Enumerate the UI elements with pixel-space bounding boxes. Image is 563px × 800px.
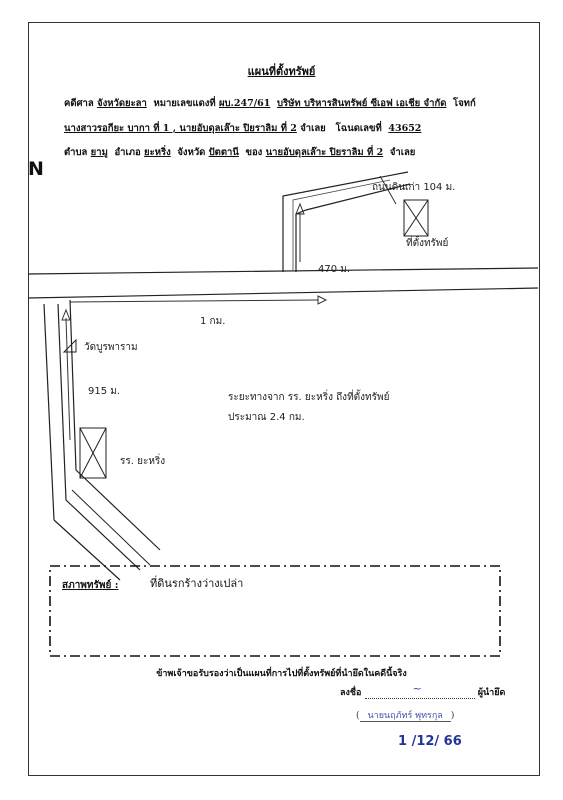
province-value: ปัตตานี (208, 147, 239, 158)
distance-1km-label: 1 กม. (200, 316, 226, 327)
signer-role: ผู้นำยึด (477, 688, 506, 698)
signer-name-row: ( นายนฤภัทร์ พุทรกุล ) (356, 711, 455, 721)
status-value: ที่ดินรกร้างว่างเปล่า (150, 577, 244, 590)
north-indicator: N (28, 158, 44, 180)
distance-note-2: ประมาณ 2.4 กม. (228, 412, 305, 423)
route-arrow-east (70, 300, 318, 302)
south-road-diagonal-2 (72, 490, 150, 565)
dirt-road-label: ถนนดินเก่า 104 ม. (372, 182, 456, 193)
certification-text: ข้าพเจ้าขอรับรองว่าเป็นแผนที่การไปที่ตั้งทรัพย์ที่นำยึดในคดีนี้จริง (156, 669, 407, 679)
owner-defendant-label: จำเลย (389, 147, 416, 158)
district-value: ยะหริ่ง (144, 147, 171, 158)
distance-915-label: 915 ม. (88, 386, 121, 397)
province-label: จังหวัด (177, 147, 206, 158)
deed-label: โฉนดเลขที่ (335, 123, 382, 134)
distance-470-label: 470 ม. (318, 264, 351, 275)
sign-label: ลงชื่อ (340, 688, 362, 698)
black-no-label: หมายเลขแดงที่ (153, 98, 216, 109)
temple-marker (64, 340, 76, 352)
school-label: รร. ยะหริ่ง (120, 456, 166, 467)
distance-note-1: ระยะทางจาก รร. ยะหริ่ง ถึงที่ตั้งทรัพย์ (228, 392, 390, 403)
owner-value: นายอับดุลเล๊าะ ปิยราลิม ที่ 2 (265, 147, 384, 158)
side-road-inner (296, 184, 410, 272)
signature-line (365, 682, 475, 699)
defendant-names: นางสาวรอกียะ บากา ที่ 1 , นายอับดุลเล๊าะ ปิยราลิม ที่ 2 (64, 123, 297, 134)
plaintiff-company: บริษัท บริหารสินทรัพย์ ซีเอฟ เอเชีย จำกัด (277, 98, 447, 109)
route-arrow-north-2 (66, 318, 70, 440)
page-title: แผนที่ตั้งทรัพย์ (247, 65, 316, 78)
arrow-head-east (318, 296, 326, 304)
south-road-inner-east (70, 300, 160, 550)
court-label: คดีศาล (64, 98, 94, 109)
signature-row (340, 682, 506, 699)
temple-label: วัดบูรพาราม (84, 342, 138, 353)
defendant-label: จำเลย (300, 123, 326, 134)
court-value: จังหวัดยะลา (97, 98, 147, 109)
status-label: สภาพทรัพย์ : (62, 580, 119, 591)
plaintiff-label: โจทก์ (453, 98, 476, 109)
main-road-bottom-edge (28, 288, 538, 298)
south-road-diagonal (54, 520, 120, 580)
signer-name: นายนฤภัทร์ พุทรกุล (360, 711, 451, 722)
owner-label: ของ (245, 147, 263, 158)
subdistrict-value: ยามู (90, 147, 108, 158)
signature-date: 1 /12/ 66 (398, 734, 462, 749)
district-label: อำเภอ (114, 147, 141, 158)
black-no-value: ผบ.247/61 (218, 98, 271, 109)
subdistrict-label: ตำบล (64, 147, 88, 158)
deed-number: 43652 (388, 123, 422, 134)
south-road-outer-west (44, 304, 54, 520)
signature-mark: ~ (412, 682, 422, 695)
property-label: ที่ตั้งทรัพย์ (406, 238, 449, 249)
